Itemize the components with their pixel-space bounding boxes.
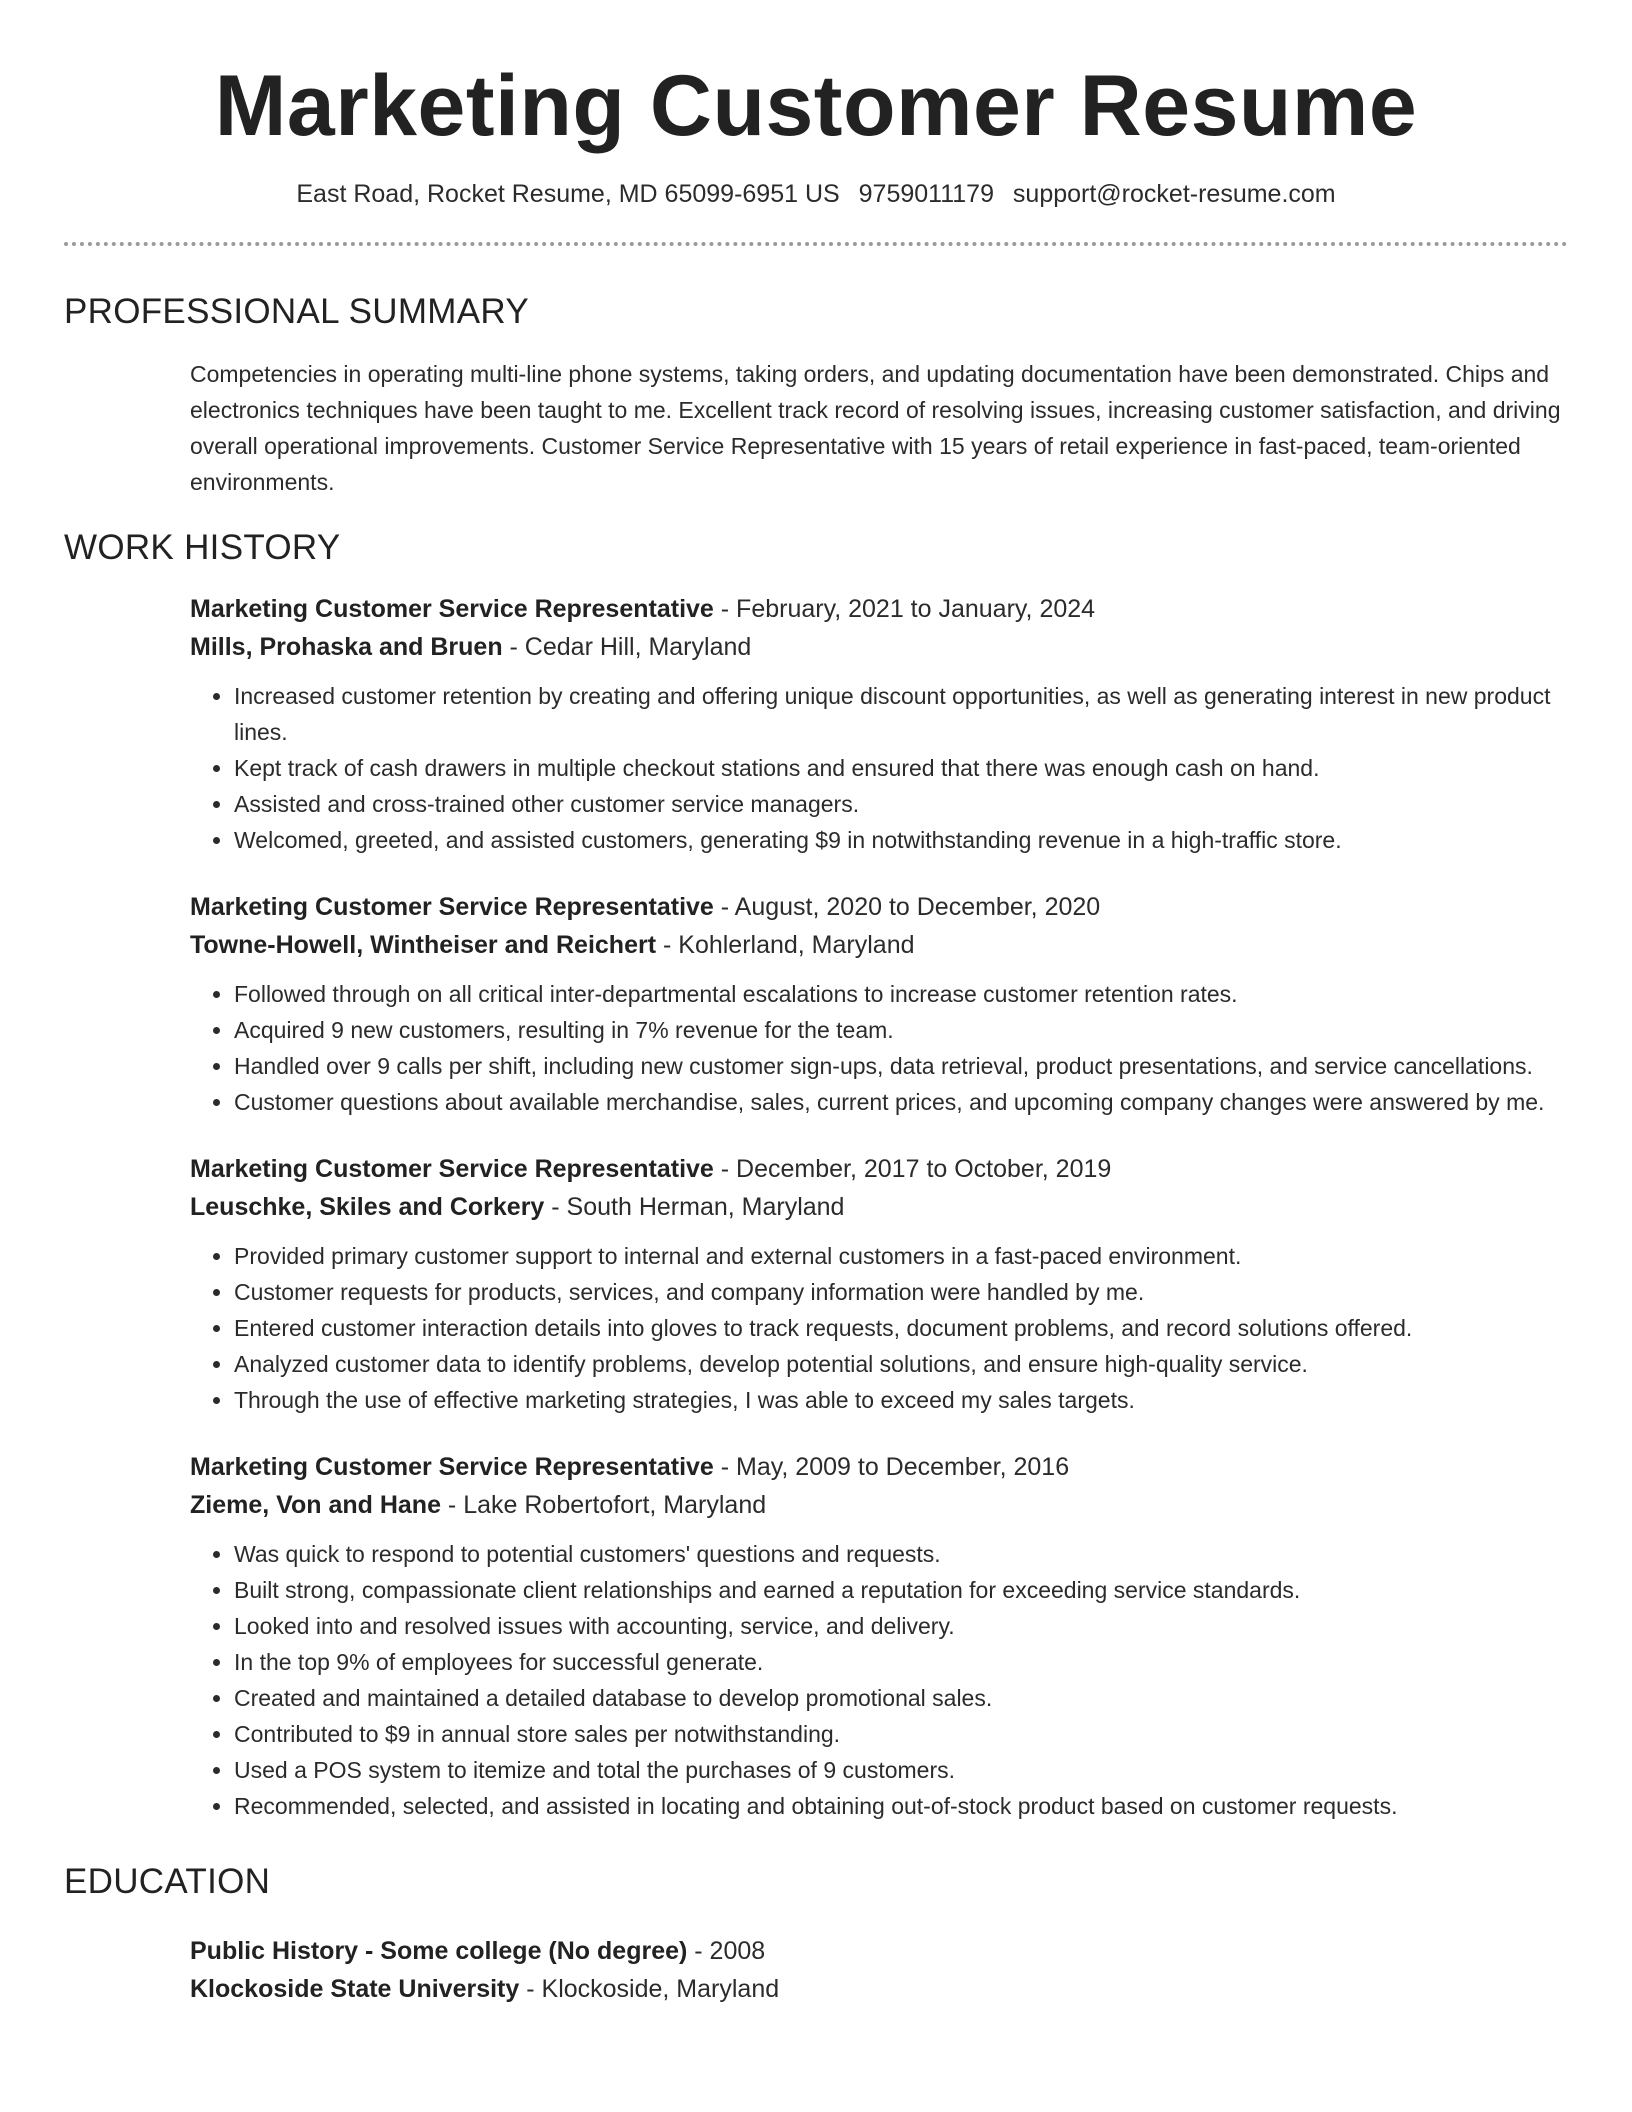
contact-email: support@rocket-resume.com — [1012, 180, 1336, 208]
resume-name: Marketing Customer Resume — [214, 58, 1418, 154]
job-bullet: • Customer requests for products, services, and company information were handled by me. — [234, 1274, 1568, 1310]
job-dates: - December, 2017 to October, 2019 — [713, 1155, 1112, 1183]
contact-line — [64, 178, 1568, 210]
job-company: Mills, Prohaska and Bruen — [190, 633, 503, 661]
job-dates: - August, 2020 to December, 2020 — [713, 893, 1101, 921]
job-bullet: • Increased customer retention by creating and offering unique discount opportunities, as well as generating interest in new product lines. — [234, 678, 1568, 750]
job-location: - Cedar Hill, Maryland — [502, 633, 752, 661]
job-entry — [190, 590, 1568, 858]
job-location: - Kohlerland, Maryland — [656, 931, 915, 959]
education-entry — [190, 1932, 1568, 2008]
job-location: - Lake Robertofort, Maryland — [440, 1491, 767, 1519]
job-bullet: • Followed through on all critical inter-departmental escalations to increase customer retention rates. — [234, 976, 1568, 1012]
contact-address: East Road, Rocket Resume, MD 65099-6951 US — [296, 180, 840, 208]
job-title-line — [190, 888, 1568, 926]
job-company-line — [190, 1188, 1568, 1226]
job-company-line — [190, 628, 1568, 666]
summary-section-title: PROFESSIONAL SUMMARY — [64, 292, 529, 331]
job-company: Zieme, Von and Hane — [190, 1491, 441, 1519]
job-bullet: • Was quick to respond to potential customers' questions and requests. — [234, 1536, 1568, 1572]
job-bullet: • Contributed to $9 in annual store sales per notwithstanding. — [234, 1716, 1568, 1752]
contact-phone: 9759011179 — [858, 180, 994, 208]
job-bullet: • Entered customer interaction details into gloves to track requests, document problems, and record solutions offered. — [234, 1310, 1568, 1346]
job-bullet: • Kept track of cash drawers in multiple checkout stations and ensured that there was enough cash on hand. — [234, 750, 1568, 786]
job-title-line — [190, 1448, 1568, 1486]
education-degree-line — [190, 1932, 1568, 1970]
summary-text: Competencies in operating multi-line phone systems, taking orders, and updating documentation have been demonstrated. Chips and electronics techniques have been taught to me. Excellent track record of resolving issues, increasing customer satisfaction, and driving overall operational improvements. Customer Service Representative with 15 years of retail experience in fast-paced, team-oriented environments. — [190, 361, 1561, 495]
job-company: Towne-Howell, Wintheiser and Reichert — [190, 931, 657, 959]
job-bullet: • Built strong, compassionate client relationships and earned a reputation for exceeding service standards. — [234, 1572, 1568, 1608]
job-entry — [190, 888, 1568, 1120]
job-bullet-list — [190, 678, 1568, 858]
job-bullet: • Looked into and resolved issues with accounting, service, and delivery. — [234, 1608, 1568, 1644]
job-company-line — [190, 926, 1568, 964]
job-bullet: • Provided primary customer support to internal and external customers in a fast-paced environment. — [234, 1238, 1568, 1274]
job-role: Marketing Customer Service Representative — [190, 893, 714, 921]
job-bullet: • In the top 9% of employees for successful generate. — [234, 1644, 1568, 1680]
job-title-line — [190, 590, 1568, 628]
job-bullet: • Customer questions about available merchandise, sales, current prices, and upcoming company changes were answered by me. — [234, 1084, 1568, 1120]
job-bullet-list — [190, 976, 1568, 1120]
job-bullet: • Analyzed customer data to identify problems, develop potential solutions, and ensure high-quality service. — [234, 1346, 1568, 1382]
job-company-line — [190, 1486, 1568, 1524]
job-role: Marketing Customer Service Representative — [190, 1453, 714, 1481]
job-bullet: • Assisted and cross-trained other customer service managers. — [234, 786, 1568, 822]
job-bullet-list — [190, 1536, 1568, 1824]
education-location: - Klockoside, Maryland — [519, 1975, 780, 2003]
job-bullet: • Recommended, selected, and assisted in locating and obtaining out-of-stock product based on customer requests. — [234, 1788, 1568, 1824]
job-location: - South Herman, Maryland — [544, 1193, 845, 1221]
work-history-section-title: WORK HISTORY — [64, 528, 341, 567]
job-role: Marketing Customer Service Representative — [190, 595, 714, 623]
job-bullet: • Through the use of effective marketing strategies, I was able to exceed my sales targets. — [234, 1382, 1568, 1418]
job-role: Marketing Customer Service Representative — [190, 1155, 714, 1183]
education-school-line — [190, 1970, 1568, 2008]
education-degree: Public History - Some college (No degree) — [190, 1937, 688, 1965]
job-bullet: • Acquired 9 new customers, resulting in 7% revenue for the team. — [234, 1012, 1568, 1048]
education-year: - 2008 — [687, 1937, 766, 1965]
job-entry — [190, 1448, 1568, 1824]
job-dates: - February, 2021 to January, 2024 — [713, 595, 1096, 623]
header-divider — [64, 242, 1568, 246]
job-title-line — [190, 1150, 1568, 1188]
resume-page — [64, 0, 1568, 2008]
job-entry — [190, 1150, 1568, 1418]
job-bullet: • Welcomed, greeted, and assisted customers, generating $9 in notwithstanding revenue in a high-traffic store. — [234, 822, 1568, 858]
job-bullet: • Created and maintained a detailed database to develop promotional sales. — [234, 1680, 1568, 1716]
job-company: Leuschke, Skiles and Corkery — [190, 1193, 545, 1221]
education-school: Klockoside State University — [190, 1975, 520, 2003]
job-bullet: • Used a POS system to itemize and total the purchases of 9 customers. — [234, 1752, 1568, 1788]
job-bullet-list — [190, 1238, 1568, 1418]
education-section-title: EDUCATION — [64, 1862, 271, 1901]
job-dates: - May, 2009 to December, 2016 — [713, 1453, 1070, 1481]
job-bullet: • Handled over 9 calls per shift, including new customer sign-ups, data retrieval, product presentations, and service cancellations. — [234, 1048, 1568, 1084]
